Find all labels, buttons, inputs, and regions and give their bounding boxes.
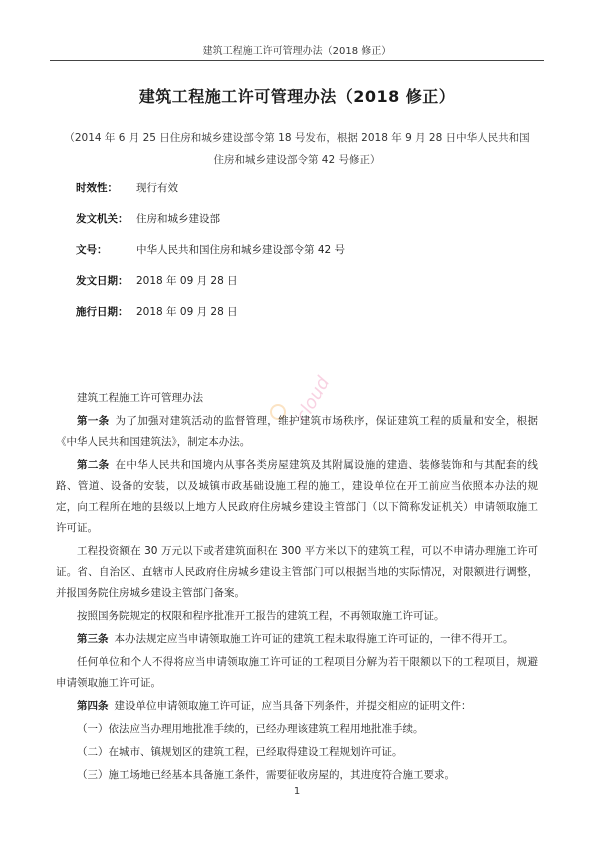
running-header-title: 建筑工程施工许可管理办法（2018 修正） — [202, 46, 392, 57]
paragraph-text: 建设单位申请领取施工许可证，应当具备下列条件，并提交相应的证明文件： — [114, 700, 472, 712]
meta-value: 中华人民共和国住房和城乡建设部令第 42 号 — [136, 244, 346, 256]
document-body — [56, 388, 538, 788]
paragraph-text: 任何单位和个人不得将应当申请领取施工许可证的工程项目分解为若干限额以下的工程项目，规避申请领取施工许可证。 — [56, 656, 538, 689]
list-item-text: （一）依法应当办理用地批准手续的，已经办理该建筑工程用地批准手续。 — [77, 723, 424, 735]
article-number: 第一条 — [77, 415, 110, 427]
article-number: 第三条 — [77, 633, 109, 645]
list-item — [56, 719, 538, 740]
paragraph — [56, 455, 538, 539]
body-doc-name: 建筑工程施工许可管理办法 — [77, 392, 203, 404]
paragraph — [56, 411, 538, 453]
list-item-text: （三）施工场地已经基本具备施工条件，需要征收房屋的，其进度符合施工要求。 — [77, 769, 455, 781]
document-title: 建筑工程施工许可管理办法（2018 修正） — [138, 87, 456, 106]
paragraph-text: 在中华人民共和国境内从事各类房屋建筑及其附属设施的建造、装修装饰和与其配套的线路、管道、设备的安装，以及城镇市政基础设施工程的施工，建设单位在开工前应当依照本办法的规定，向工程所在地的县级以上地方人民政府住房城乡建设主管部门（以下简称发证机关）申请领取施工许可证。 — [56, 459, 539, 534]
running-header — [50, 42, 544, 61]
paragraph — [56, 606, 538, 627]
meta-label: 文号： — [76, 244, 108, 256]
document-subtitle: （2014 年 6 月 25 日住房和城乡建设部令第 18 号发布，根据 2018 年 9 月 28 日中华人民共和国住房和城乡建设部令第 42 号修正） — [64, 132, 530, 166]
paragraph — [56, 696, 538, 717]
page-number: 1 — [293, 786, 301, 797]
meta-row-issuer — [76, 211, 536, 242]
meta-value: 2018 年 09 月 28 日 — [136, 306, 238, 318]
paragraph-text: 按照国务院规定的权限和程序批准开工报告的建筑工程，不再领取施工许可证。 — [77, 610, 445, 622]
meta-value: 住房和城乡建设部 — [136, 213, 220, 225]
meta-label: 发文机关： — [76, 213, 129, 225]
paragraph — [56, 652, 538, 694]
meta-row-doc-number — [76, 242, 536, 273]
list-item — [56, 765, 538, 786]
meta-value: 2018 年 09 月 28 日 — [136, 275, 238, 287]
article-number: 第二条 — [77, 459, 110, 471]
paragraph-text: 为了加强对建筑活动的监督管理，维护建筑市场秩序，保证建筑工程的质量和安全，根据《中华人民共和国建筑法》，制定本办法。 — [56, 415, 539, 448]
list-item — [56, 742, 538, 763]
paragraph — [56, 541, 538, 604]
svg-text:cloud: cloud — [291, 373, 335, 426]
metadata-block — [76, 180, 536, 335]
meta-label: 施行日期： — [76, 306, 129, 318]
paragraph-text: 本办法规定应当申请领取施工许可证的建筑工程未取得施工许可证的，一律不得开工。 — [114, 633, 514, 645]
meta-label: 时效性： — [76, 182, 118, 194]
paragraph-text: 工程投资额在 30 万元以下或者建筑面积在 300 平方米以下的建筑工程，可以不申请办理施工许可证。省、自治区、直辖市人民政府住房城乡建设主管部门可以根据当地的实际情况，对限额进行调整，并报国务院住房城乡建设主管部门备案。 — [56, 545, 538, 599]
meta-row-effective-date — [76, 304, 536, 335]
meta-row-issue-date — [76, 273, 536, 304]
article-number: 第四条 — [77, 700, 109, 712]
meta-row-validity — [76, 180, 536, 211]
meta-label: 发文日期： — [76, 275, 129, 287]
paragraph — [56, 629, 538, 650]
meta-value: 现行有效 — [136, 182, 178, 194]
list-item-text: （二）在城市、镇规划区的建筑工程，已经取得建设工程规划许可证。 — [77, 746, 403, 758]
